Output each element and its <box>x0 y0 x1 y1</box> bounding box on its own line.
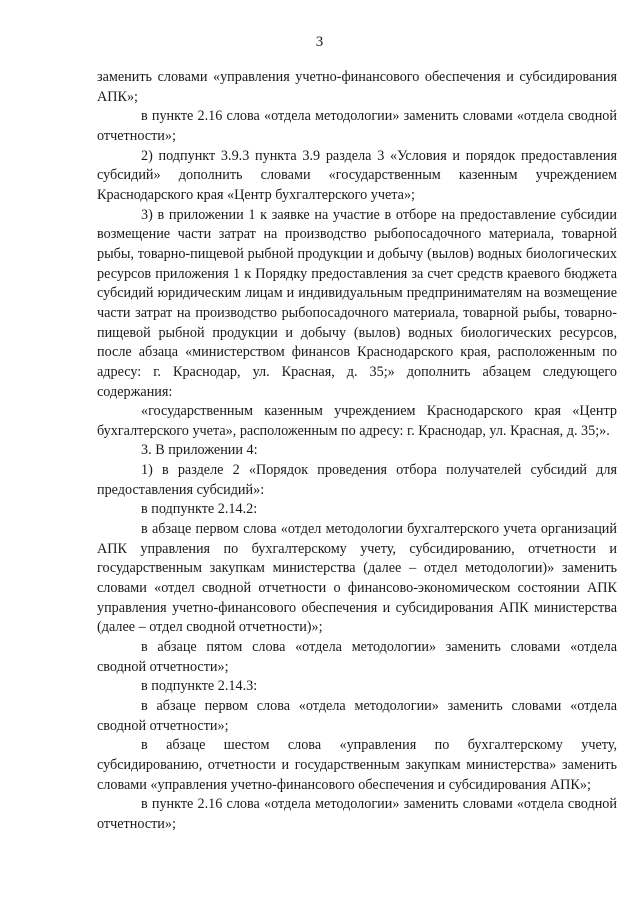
paragraph: в абзаце первом слова «отдела методологии» заменить словами «отдела сводной отчетности»; <box>97 698 617 734</box>
paragraph: 2) подпункт 3.9.3 пункта 3.9 раздела 3 «Условия и порядок предоставления субсидий» дополнить словами «государственным казенным учреждением Краснодарского края «Центр бухгалтерского учета»; <box>97 147 617 203</box>
document-body <box>97 68 617 835</box>
paragraph: в абзаце первом слова «отдел методологии бухгалтерского учета организаций АПК управления по бухгалтерскому учету, субсидированию, отчетности и государственным закупкам министерства (далее – отдел методологии)» заменить словами «отдел сводной отчетности о финансово-экономическом состоянии АПК управления учетно-финансового обеспечения и субсидирования АПК министерства (далее – отдел сводной отчетности)»; <box>97 521 617 636</box>
paragraph: 3) в приложении 1 к заявке на участие в отборе на предоставление субсидии возмещение части затрат на производство рыбопосадочного материала, товарной рыбы, товарно-пищевой рыбной продукции и добычу (вылов) водных биологических ресурсов приложения 1 к Порядку предоставления за счет средств краевого бюджета субсидий юридическим лицам и индивидуальным предпринимателям на возмещение части затрат на производство рыбопосадочного материала, товарной рыбы, товарно-пищевой рыбной продукции и добычу (вылов) водных биологических ресурсов, после абзаца «министерством финансов Краснодарского края, расположенным по адресу: г. Краснодар, ул. Красная, д. 35;» дополнить абзацем следующего содержания: <box>97 206 617 400</box>
paragraph: 3. В приложении 4: <box>141 442 258 459</box>
paragraph: в пункте 2.16 слова «отдела методологии» заменить словами «отдела сводной отчетности»; <box>97 108 617 144</box>
paragraph: в абзаце шестом слова «управления по бухгалтерскому учету, субсидированию, отчетности и государственным закупкам министерства» заменить словами «управления учетно-финансового обеспечения и субсидирования АПК»; <box>97 737 617 793</box>
paragraph: в пункте 2.16 слова «отдела методологии» заменить словами «отдела сводной отчетности»; <box>97 796 617 832</box>
paragraph: «государственным казенным учреждением Краснодарского края «Центр бухгалтерского учета», расположенным по адресу: г. Краснодар, ул. Красная, д. 35;». <box>97 403 617 439</box>
paragraph: заменить словами «управления учетно-финансового обеспечения и субсидирования АПК»; <box>97 69 617 105</box>
paragraph: 1) в разделе 2 «Порядок проведения отбора получателей субсидий для предоставления субсидий»: <box>97 462 617 498</box>
paragraph: в подпункте 2.14.2: <box>141 501 258 518</box>
page-number: 3 <box>315 34 324 50</box>
paragraph: в подпункте 2.14.3: <box>141 678 258 695</box>
paragraph: в абзаце пятом слова «отдела методологии» заменить словами «отдела сводной отчетности»; <box>97 639 617 675</box>
